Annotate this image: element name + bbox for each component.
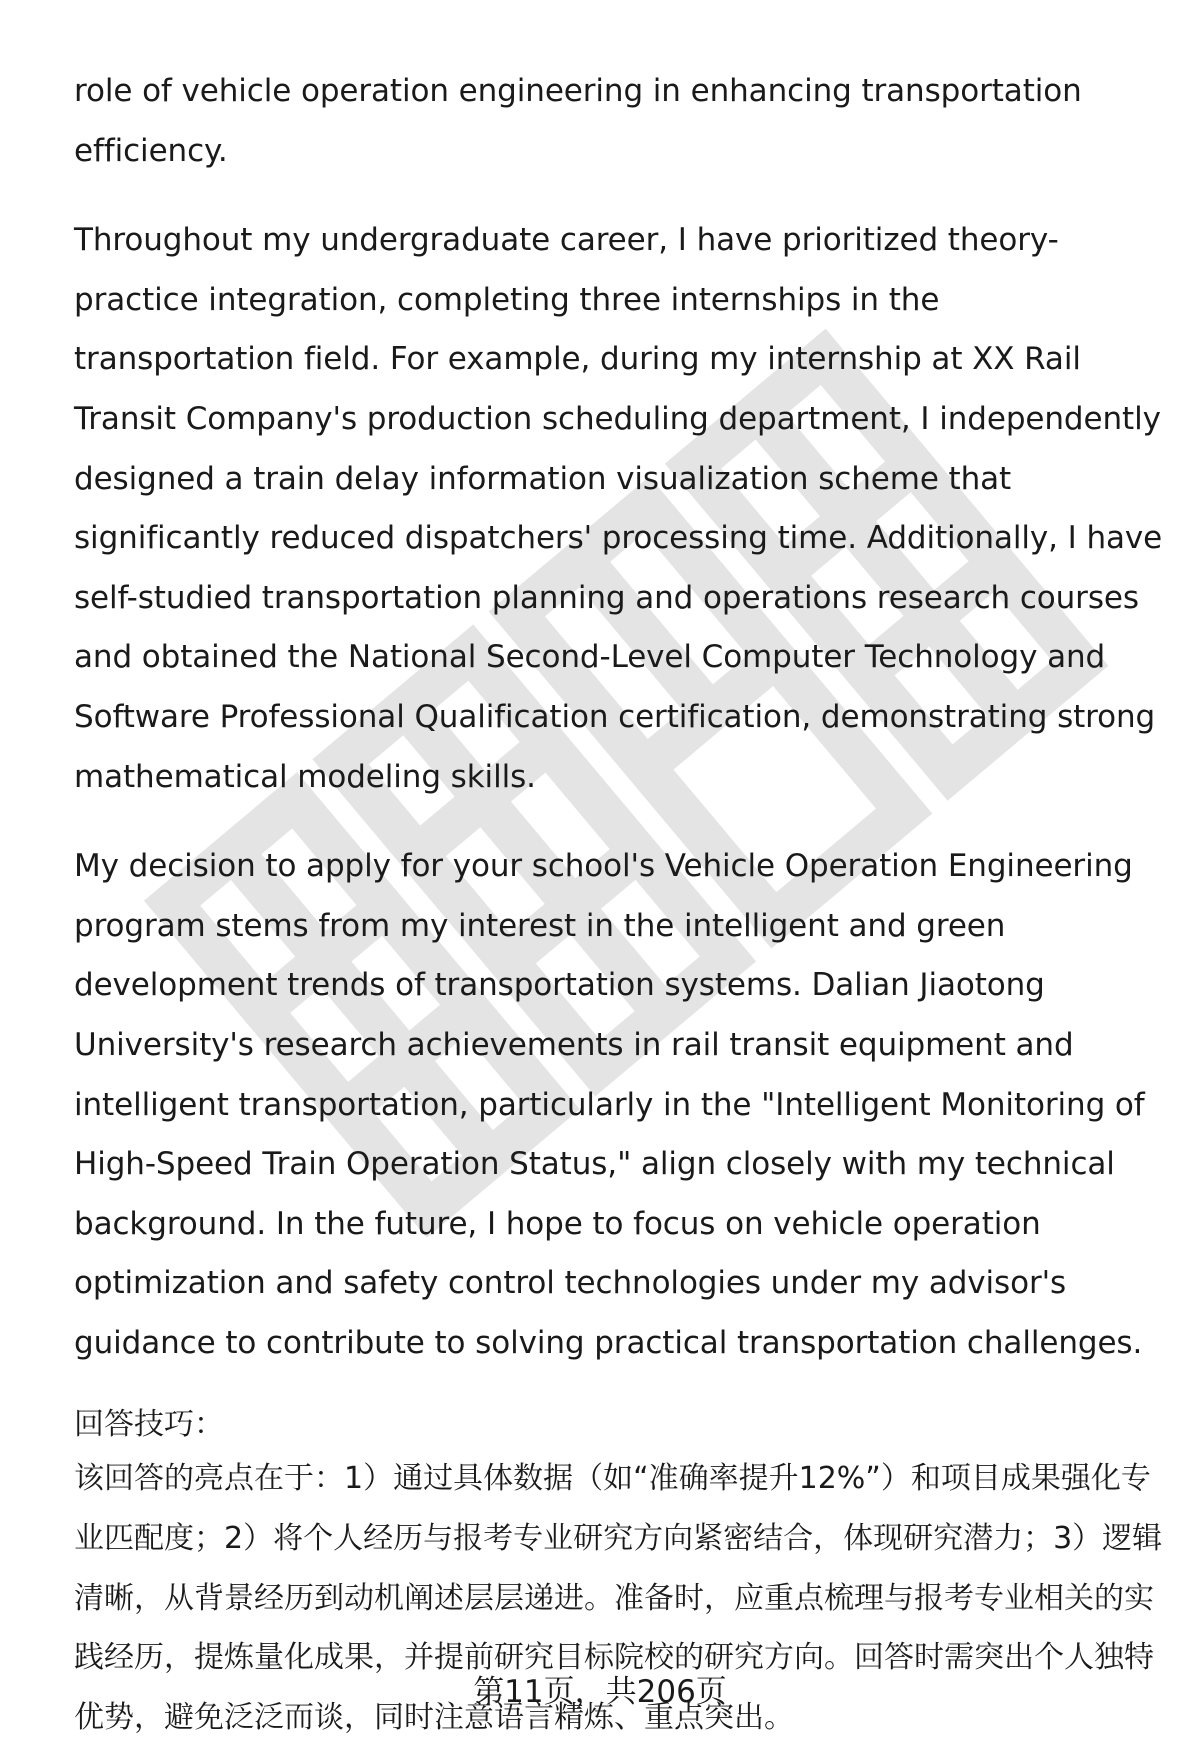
tips-body: 该回答的亮点在于：1）通过具体数据（如“准确率提升12%”）和项目成果强化专业匹配度；2）将个人经历与报考专业研究方向紧密结合，体现研究潜力；3）逻辑清晰，从背景经历到动机阐述层层递进。准备时，应重点梳理与报考专业相关的实践经历，提炼量化成果，并提前研究目标院校的研究方向。回答时需突出个人独特优势，避免泛泛而谈，同时注意语言精炼、重点突出。 [74,1461,1163,1735]
page-number: 第11页，共206页 [473,1674,727,1710]
paragraph-intro-tail: role of vehicle operation engineering in enhancing transportation efficiency. [74,73,1082,169]
tips-heading: 回答技巧： [74,1407,224,1443]
paragraph-motivation: My decision to apply for your school's Vehicle Operation Engineering program stems from my interest in the intelligent and green development trends of transportation systems. Dalian Jiaotong University's research achievements in rail transit equipment and intelligent transportation, particularly in the "Intelligent Monitoring of High-Speed Train Operation Status," align closely with my technical background. In the future, I hope to focus on vehicle operation optimization and safety control technologies under my advisor's guidance to contribute to solving practical transportation challenges. [74,848,1145,1361]
paragraph-experience: Throughout my undergraduate career, I have prioritized theory-practice integration, completing three internships in the transportation field. For example, during my internship at XX Rail Transit Company's production scheduling department, I independently designed a train delay information visualization scheme that significantly reduced dispatchers' processing time. Additionally, I have self-studied transportation planning and operations research courses and obtained the National Second-Level Computer Technology and Software Professional Qualification certification, demonstrating strong mathematical modeling skills. [74,222,1163,795]
document-content [74,62,1164,1747]
